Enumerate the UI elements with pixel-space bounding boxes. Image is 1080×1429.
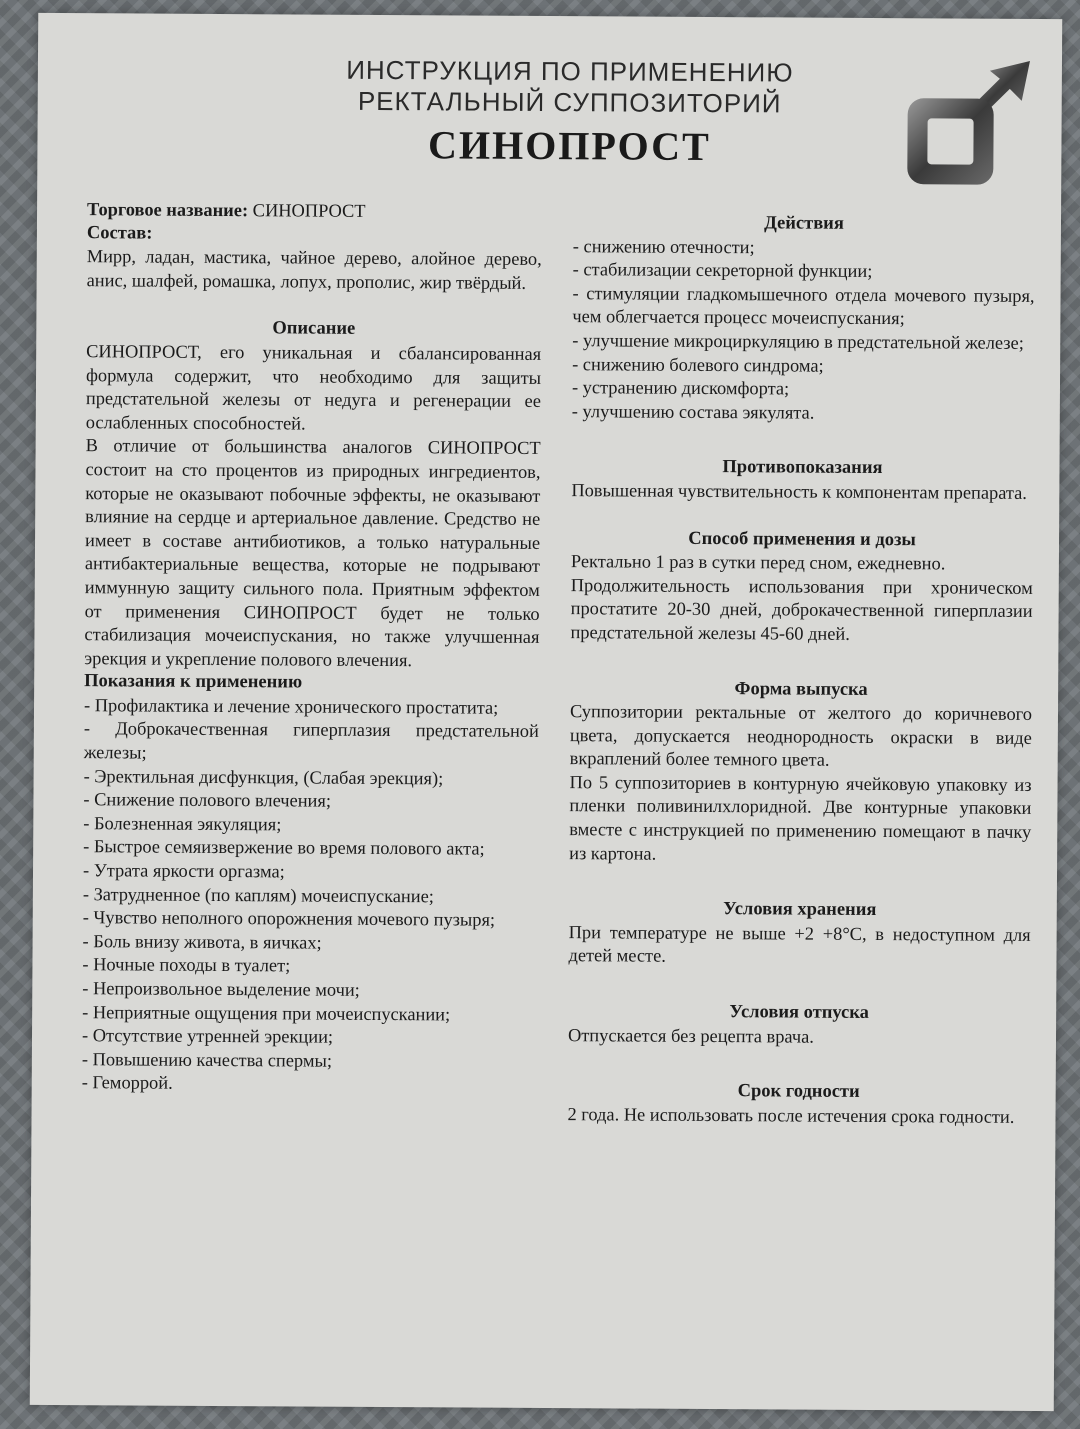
description-paragraph-1: СИНОПРОСТ, его уникальная и сбалансированная формула содержит, что необходимо для защиты предстательной железы от недуга и регенерации ее ослабленных способностей. — [85, 341, 542, 434]
composition-title: Состав: — [86, 222, 153, 244]
contraindications-title: Противопоказания — [722, 457, 883, 479]
indication-item: - Доброкачественная гиперплазия предстательной железы; — [83, 718, 539, 763]
indications-title: Показания к применению — [84, 671, 303, 693]
shelf-life-text: 2 года. Не использовать после истечения срока годности. — [567, 1103, 1015, 1127]
actions-title: Действия — [764, 213, 844, 234]
indication-item: - Эректильная дисфункция, (Слабая эрекция); — [83, 765, 444, 789]
trade-name — [87, 198, 542, 224]
actions-list — [572, 235, 1035, 427]
indication-item: - Профилактика и лечение хронического простатита; — [83, 695, 499, 718]
shelf-life-title: Срок годности — [737, 1081, 860, 1103]
storage-title: Условия хранения — [723, 899, 877, 921]
description-paragraph-2: В отличие от большинства аналогов СИНОПРОСТ состоит на сто процентов из природных ингредиентов, которые не оказывают побочные эффекты, не оказывают влияние на сердце и артериальное давление. Средство не имеет в составе антибиотиков, а только натуральные антибактериальные вещества, которые не подрывают иммунную защиту сильного пола. Приятным эффектом от применения СИНОПРОСТ будет не только стабилизация мочеиспускания, но также улучшенная эрекция и укрепление полового влечения. — [84, 435, 541, 670]
storage-text: При температуре не выше +2 +8°С, в недоступном для детей месте. — [568, 921, 1031, 967]
indication-item: - Снижение полового влечения; — [83, 789, 332, 811]
action-item: - устранению дискомфорта; — [571, 377, 790, 399]
right-column — [567, 201, 1035, 1129]
indication-item: - Утрата яркости оргазма; — [82, 860, 285, 882]
header-line-2: РЕКТАЛЬНЫЙ СУППОЗИТОРИЙ — [357, 85, 782, 119]
left-column — [82, 198, 542, 1098]
indications-list — [82, 694, 539, 1098]
product-title: СИНОПРОСТ — [427, 122, 711, 169]
dispensing-text: Отпускается без рецепта врача. — [567, 1024, 814, 1047]
indication-item: - Болезненная эякуляция; — [83, 813, 282, 835]
usage-title: Способ применения и дозы — [688, 528, 916, 550]
indication-item: - Непроизвольное выделение мочи; — [82, 978, 360, 1000]
release-form-paragraph-1: Суппозитории ректальные от желтого до коричневого цвета, допускается неоднородность окраски в виде вкраплений более темного цвета. — [569, 701, 1033, 771]
action-item: - снижению отечности; — [572, 235, 755, 257]
dispensing-title: Условия отпуска — [729, 1002, 869, 1024]
indication-item: - Быстрое семяизвержение во время полового акта; — [83, 836, 485, 860]
indication-item: - Отсутствие утренней эрекции; — [81, 1025, 334, 1047]
indication-item: - Ночные походы в туалет; — [82, 954, 291, 976]
contraindications-text: Повышенная чувствительность к компонентам препарата. — [571, 480, 1028, 503]
action-item: - улучшению состава эякулята. — [571, 400, 815, 423]
usage-paragraph-1: Ректально 1 раз в сутки перед сном, ежедневно. — [570, 551, 946, 574]
indication-item: - Геморрой. — [81, 1072, 173, 1094]
indication-item: - Неприятные ощущения при мочеиспускании; — [82, 1001, 451, 1025]
trade-name-label: Торговое название: — [87, 199, 249, 221]
indication-item: - Повышению качества спермы; — [81, 1048, 333, 1071]
action-item: - снижению болевого синдрома; — [572, 353, 824, 376]
indication-item: - Боль внизу живота, в яичках; — [82, 930, 322, 953]
action-item: - стимуляции гладкомышечного отдела мочевого пузыря, чем облегчается процесс мочеиспускания; — [572, 282, 1035, 329]
trade-name-value: СИНОПРОСТ — [252, 200, 366, 221]
instruction-leaflet — [30, 13, 1062, 1411]
description-title: Описание — [272, 318, 356, 340]
usage-paragraph-2: Продолжительность использования при хроническом простатите 20-30 дней, доброкачественной гиперплазии предстательной железы 45-60 дней. — [570, 574, 1033, 644]
indication-item: - Затрудненное (по каплям) мочеиспускание; — [82, 883, 434, 906]
header-line-1: ИНСТРУКЦИЯ ПО ПРИМЕНЕНИЮ — [346, 54, 794, 88]
male-symbol-logo — [901, 56, 1034, 193]
indication-item: - Чувство неполного опорожнения мочевого пузыря; — [82, 907, 496, 930]
release-form-title: Форма выпуска — [734, 678, 868, 700]
release-form-paragraph-2: По 5 суппозиториев в контурную ячейковую упаковку из пленки поливинилхлоридной. Две контурные упаковки вместе с инструкцией по применению помещают в пачку из картона. — [569, 772, 1032, 864]
composition-text: Мирр, ладан, мастика, чайное дерево, алойное дерево, анис, шалфей, ромашка, лопух, прополис, жир твёрдый. — [86, 246, 542, 293]
action-item: - стабилизации секреторной функции; — [572, 259, 873, 282]
action-item: - улучшение микроциркуляцию в предстательной железе; — [572, 330, 1024, 353]
